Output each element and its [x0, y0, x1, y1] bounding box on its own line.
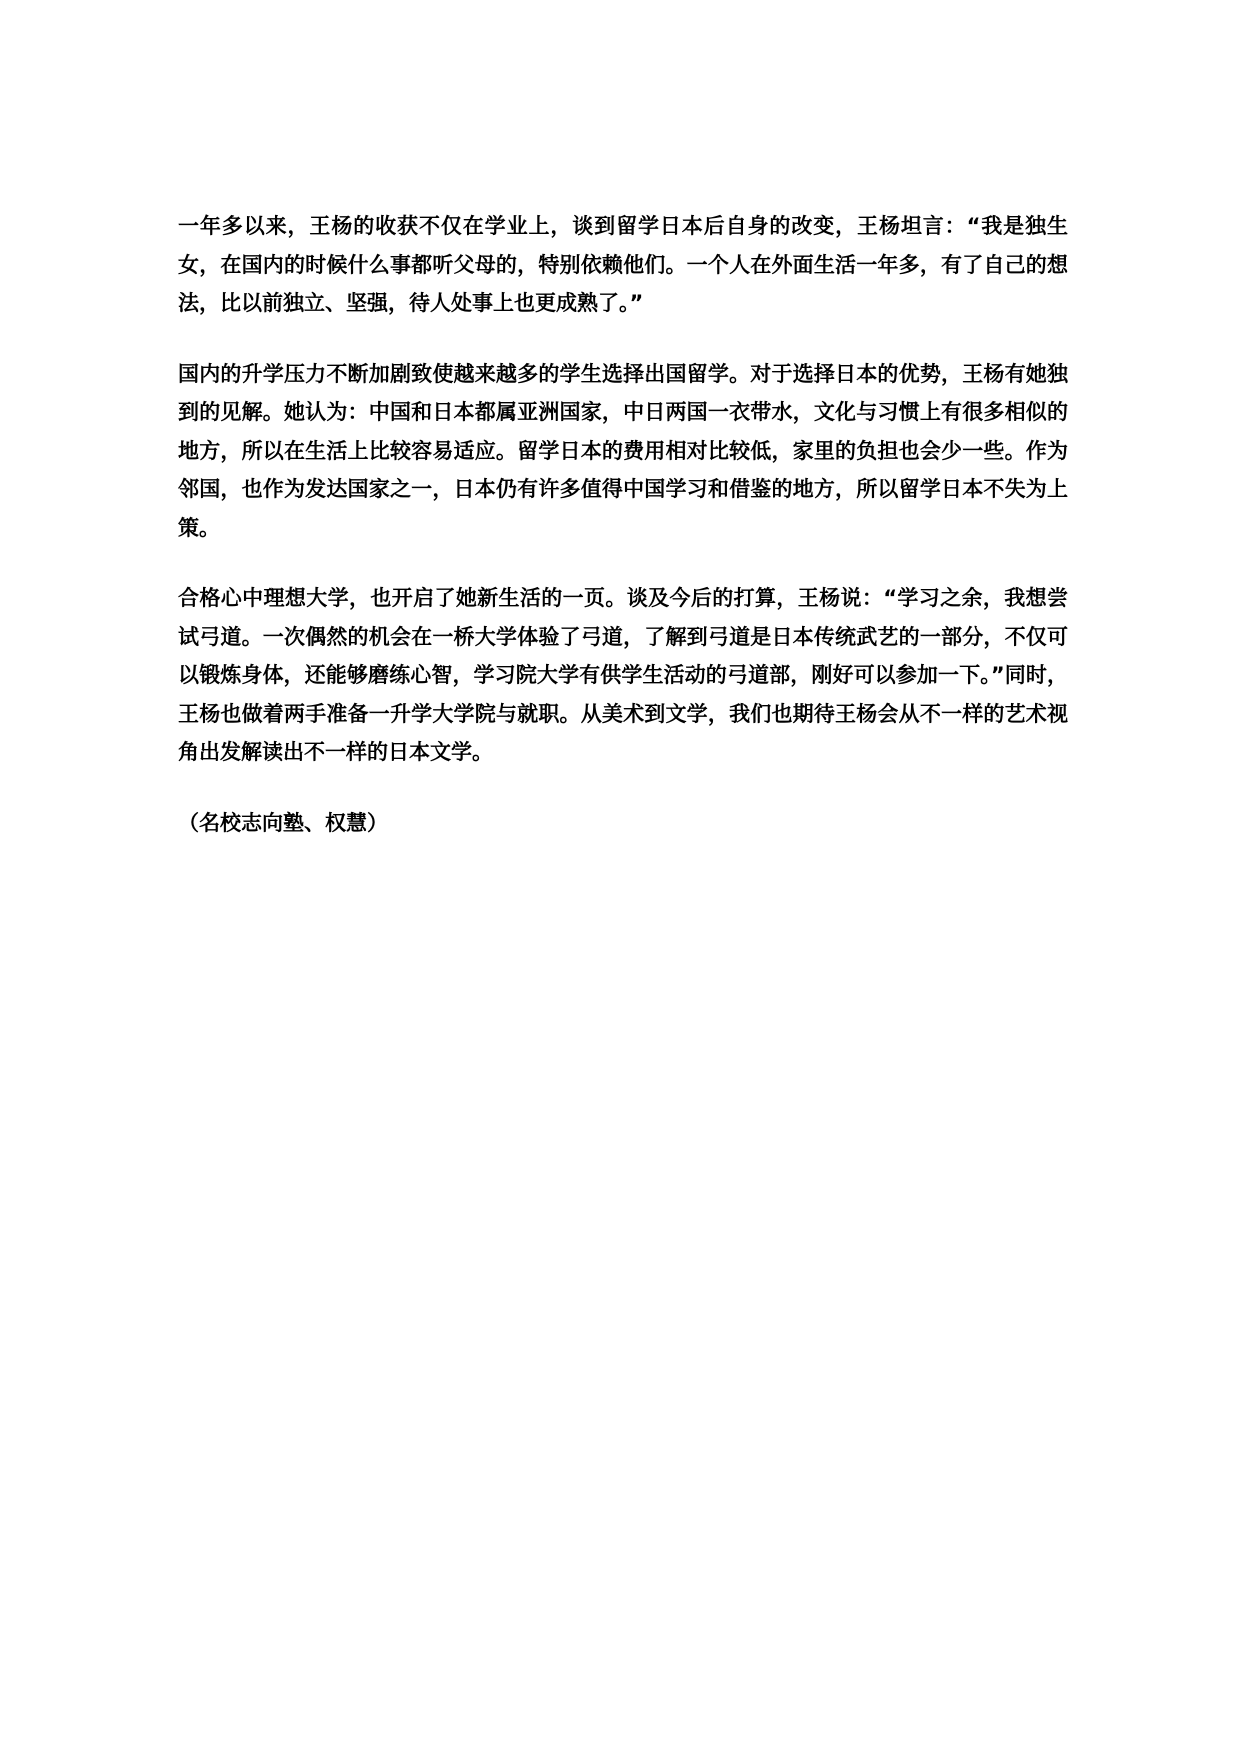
paragraph-3: 合格心中理想大学，也开启了她新生活的一页。谈及今后的打算，王杨说：“学习之余，我想尝试弓道。一次偶然的机会在一桥大学体验了弓道，了解到弓道是日本传统武艺的一部分，不仅可以锻炼身体，还能够磨练心智，学习院大学有供学生活动的弓道部，刚好可以参加一下。”同时，王杨也做着两手准备一升学大学院与就职。从美术到文学，我们也期待王杨会从不一样的艺术视角出发解读出不一样的日本文学。 — [178, 586, 1068, 764]
document-page — [178, 207, 1068, 842]
paragraph-1: 一年多以来，王杨的收获不仅在学业上，谈到留学日本后自身的改变，王杨坦言：“我是独生女，在国内的时候什么事都听父母的，特别依赖他们。一个人在外面生活一年多，有了自己的想法，比以前独立、坚强，待人处事上也更成熟了。” — [178, 214, 1068, 315]
source-credit: （名校志向塾、权慧） — [178, 810, 388, 835]
paragraph-2: 国内的升学压力不断加剧致使越来越多的学生选择出国留学。对于选择日本的优势，王杨有她独到的见解。她认为：中国和日本都属亚洲国家，中日两国一衣带水，文化与习惯上有很多相似的地方，所以在生活上比较容易适应。留学日本的费用相对比较低，家里的负担也会少一些。作为邻国，也作为发达国家之一，日本仍有许多值得中国学习和借鉴的地方，所以留学日本不失为上策。 — [178, 361, 1068, 540]
